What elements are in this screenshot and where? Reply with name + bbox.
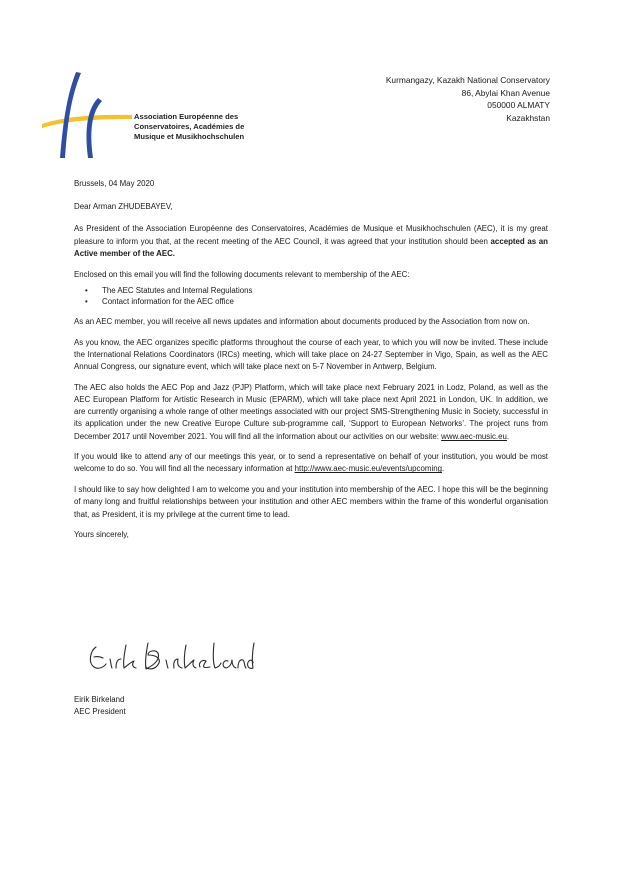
recipient-address <box>386 74 550 124</box>
blue-stroke-left-shape <box>60 72 81 158</box>
logo-organisation-name <box>134 112 244 143</box>
logo-name-line: Musique et Musikhochschulen <box>134 132 245 142</box>
letter-body <box>74 178 548 541</box>
paragraph-text: . <box>442 464 445 474</box>
aec-logo-mark-icon <box>40 68 136 168</box>
enclosed-documents-list <box>74 285 548 308</box>
list-item <box>85 296 548 308</box>
letter-date: Brussels, 04 May 2020 <box>74 179 155 188</box>
handwritten-signature-icon <box>86 637 256 677</box>
address-line: Kurmangazy, Kazakh National Conservatory <box>385 75 550 85</box>
address-line: Kazakhstan <box>506 112 550 123</box>
list-item-text: Contact information for the AEC office <box>102 297 234 307</box>
website-link[interactable]: www.aec-music.eu <box>441 431 507 441</box>
paragraph-text: As President of the Association Européenne des Conservatoires, Académies de Musique et Musikhochschulen (AEC), it is my great pleasure to inform you that, at the recent meeting of the AEC Council, it was agreed that your institution should been <box>74 224 548 246</box>
list-item <box>85 285 548 297</box>
paragraph-enclosures: Enclosed on this email you will find the following documents relevant to membership of the AEC: <box>74 269 410 279</box>
logo-name-line: Association Européenne des <box>134 112 239 121</box>
paragraph-welcome: I should like to say how delighted I am to welcome you and your institution into membership of the AEC. I hope this will be the beginning of many long and fruitful relationships between your institution and other AEC members within the frame of this wonderful organisation that, as President, it is my privilege at the current time to lead. <box>74 485 548 519</box>
aec-logo <box>40 68 280 168</box>
letter-closing: Yours sincerely, <box>74 530 129 540</box>
paragraph-member-updates: As an AEC member, you will receive all news updates and information about documents produced by the Association from now on. <box>74 316 530 326</box>
paragraph-text: . <box>506 431 510 441</box>
logo-name-line: Conservatoires, Académies de <box>134 122 245 132</box>
list-item-text: The AEC Statutes and Internal Regulations <box>102 285 253 295</box>
address-line: 86, Abylai Khan Avenue <box>461 87 550 98</box>
paragraph-events <box>74 451 548 475</box>
paragraph-platforms: As you know, the AEC organizes specific platforms throughout the course of each year, to which you will now be invited. These include the International Relations Coordinators (IRCs) meeting, which will take place on 24-27 September in Vigo, Spain, as well as the AEC Annual Congress, our signature event, which will take place next on 5-7 November in Antwerp, Belgium. <box>74 337 548 372</box>
paragraph-acceptance <box>74 223 548 260</box>
blue-stroke-right-shape <box>86 98 102 158</box>
signer-name: Eirik Birkeland <box>74 695 125 704</box>
bullet-icon: • <box>85 297 88 307</box>
signer-title: AEC President <box>74 707 126 717</box>
address-line: 050000 ALMATY <box>487 100 550 111</box>
bullet-icon: • <box>85 285 88 295</box>
paragraph-text: If you would like to attend any of our meetings this year, or to send a representative on behalf of your institution, you would be most welcome to do so. You will find all the necessary information at <box>74 452 548 474</box>
acceptance-emphasis: accepted as an Active member of the AEC. <box>74 236 548 258</box>
events-link[interactable]: http://www.aec-music.eu/events/upcoming <box>294 464 442 474</box>
paragraph-text: The AEC also holds the AEC Pop and Jazz (PJP) Platform, which will take place next February 2021 in Lodz, Poland, as well as the AEC European Platform for Artistic Research in Music (EPARM), which will take place next April 2021 in London, UK. In addition, we are currently organising a whole range of other meetings associated with our project SMS-Strengthening Music in Society, successful in its application under the new Creative Europe Culture sub-programme call, ‘Support to European Networks’. The project runs from December 2017 until November 2021. You will find all the information about our activities on our website: <box>74 382 548 441</box>
signer-block <box>74 694 126 718</box>
letter-salutation: Dear Arman ZHUDEBAYEV, <box>74 202 173 212</box>
paragraph-projects <box>74 382 548 443</box>
